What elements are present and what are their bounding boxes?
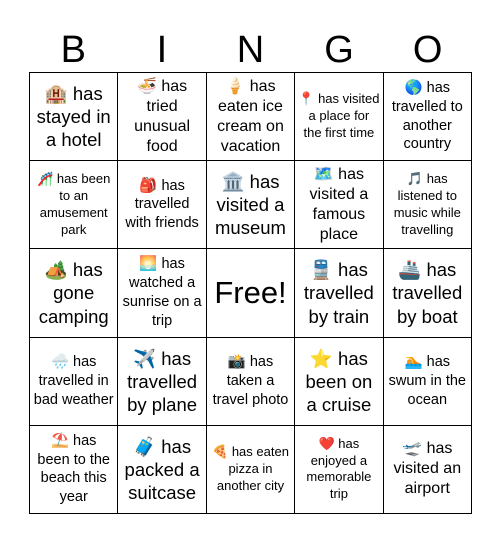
header-letter-g: G xyxy=(324,29,354,71)
bingo-cell[interactable] xyxy=(118,73,206,161)
bingo-cell[interactable] xyxy=(295,73,383,161)
bingo-cell-text: ✈️ has travelled by plane xyxy=(127,347,198,415)
bingo-cell[interactable] xyxy=(207,161,295,249)
bingo-cell[interactable] xyxy=(207,338,295,426)
bingo-cell-text: ⭐ has been on a cruise xyxy=(305,347,373,415)
bingo-cell-text: 🛫 has visited an airport xyxy=(393,440,462,498)
bingo-cell-text: 🎒 has travelled with friends xyxy=(125,177,199,232)
bingo-cell[interactable] xyxy=(30,338,118,426)
bingo-cell-text: 🏊 has swum in the ocean xyxy=(388,353,466,408)
bingo-cell[interactable] xyxy=(30,426,118,514)
bingo-cell-text: Free! xyxy=(214,275,287,311)
bingo-cell[interactable] xyxy=(295,338,383,426)
bingo-grid xyxy=(29,72,472,514)
bingo-cell-text: 🏛️ has visited a museum xyxy=(215,171,286,239)
bingo-cell[interactable] xyxy=(295,249,383,337)
bingo-cell-text: 📍 has visited a place for the first time xyxy=(298,91,380,141)
bingo-cell-text: 🚆 has travelled by train xyxy=(303,259,374,327)
bingo-cell[interactable] xyxy=(384,249,472,337)
bingo-cell[interactable] xyxy=(30,161,118,249)
bingo-cell[interactable] xyxy=(295,161,383,249)
bingo-cell[interactable] xyxy=(384,426,472,514)
bingo-cell-text: 🧳 has packed a suitcase xyxy=(124,435,200,503)
bingo-header xyxy=(29,28,472,72)
header-letter-b: B xyxy=(60,29,86,71)
bingo-cell[interactable] xyxy=(207,426,295,514)
bingo-cell[interactable] xyxy=(207,73,295,161)
bingo-cell-text: 🗺️ has visited a famous place xyxy=(309,165,369,243)
header-letter-o: O xyxy=(412,29,443,71)
bingo-free-space[interactable] xyxy=(207,249,295,337)
bingo-cell-text: 🎢 has been to an amusement park xyxy=(37,171,111,237)
bingo-cell-text: 🍦 has eaten ice cream on vacation xyxy=(217,77,284,155)
bingo-cell[interactable] xyxy=(30,249,118,337)
bingo-cell[interactable] xyxy=(384,73,472,161)
bingo-cell-text: 🏨 has stayed in a hotel xyxy=(36,82,111,151)
header-letter-i: I xyxy=(156,29,168,71)
bingo-cell-text: 🍜 has tried unusual food xyxy=(134,77,191,155)
bingo-cell[interactable] xyxy=(384,161,472,249)
bingo-cell-text: 🌧️ has travelled in bad weather xyxy=(33,353,114,408)
bingo-cell[interactable] xyxy=(30,73,118,161)
bingo-cell-text: 🚢 has travelled by boat xyxy=(392,259,463,327)
bingo-cell[interactable] xyxy=(295,426,383,514)
bingo-cell-text: ❤️ has enjoyed a memorable trip xyxy=(306,435,372,502)
bingo-cell[interactable] xyxy=(118,161,206,249)
header-letter-n: N xyxy=(236,29,265,71)
bingo-cell[interactable] xyxy=(118,338,206,426)
bingo-cell-text: 🏕️ has gone camping xyxy=(38,259,109,327)
bingo-cell-text: 📸 has taken a travel photo xyxy=(212,353,289,408)
bingo-cell-text: 🎵 has listened to music while travelling xyxy=(393,171,461,237)
bingo-cell-text: 🍕 has eaten pizza in another city xyxy=(212,444,289,493)
bingo-cell-text: 🌎 has travelled to another country xyxy=(391,79,463,153)
bingo-cell-text: 🌅 has watched a sunrise on a trip xyxy=(122,256,202,329)
bingo-cell-text: ⛱️ has been to the beach this year xyxy=(37,432,110,506)
bingo-cell[interactable] xyxy=(118,426,206,514)
bingo-cell[interactable] xyxy=(384,338,472,426)
bingo-cell[interactable] xyxy=(118,249,206,337)
